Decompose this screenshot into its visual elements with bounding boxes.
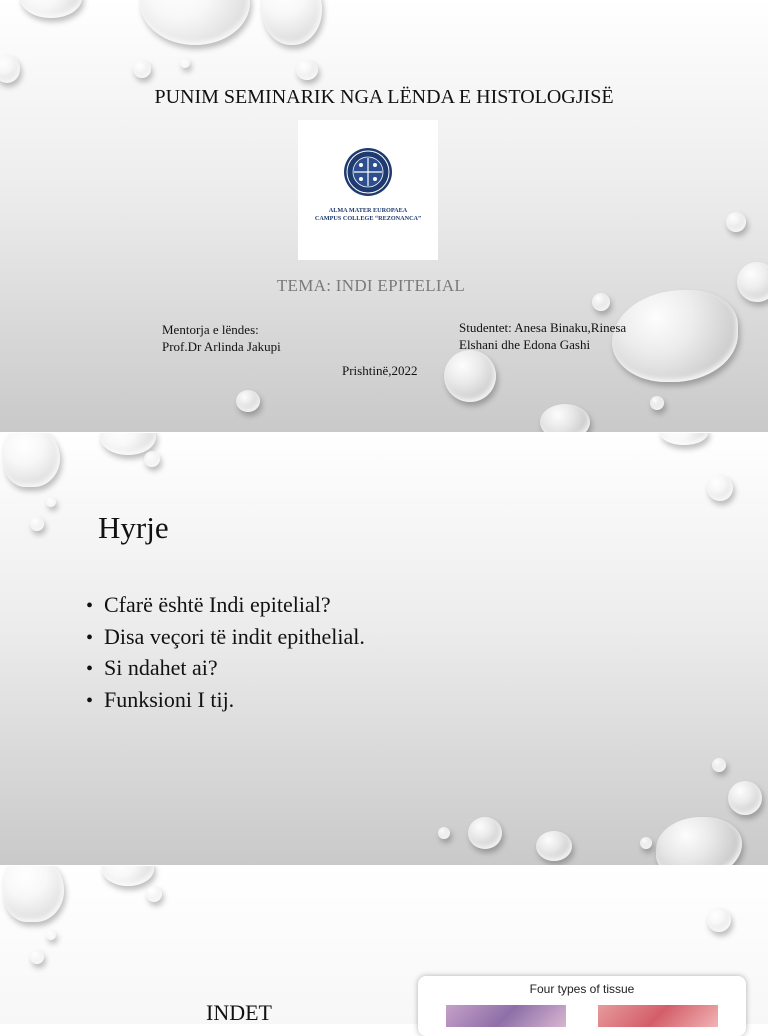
tissue-image-title: Four types of tissue: [529, 982, 635, 996]
topic-title: TEMA: INDI EPITELIAL: [276, 276, 466, 295]
list-item: • Si ndahet ai?: [86, 653, 365, 685]
bullet-list: [86, 590, 365, 716]
college-logo: [298, 120, 438, 260]
list-item: • Disa veçori të indit epithelial.: [86, 622, 365, 654]
students-line1: Studentet: Anesa Binaku,Rinesa: [459, 320, 627, 335]
seal-icon: [298, 120, 438, 260]
mentor-name: Prof.Dr Arlinda Jakupi: [162, 339, 281, 354]
logo-line1: ALMA MATER EUROPAEA: [328, 207, 408, 214]
logo-line2: CAMPUS COLLEGE “REZONANCA”: [314, 215, 422, 222]
students-line2: Elshani dhe Edona Gashi: [459, 337, 591, 352]
place-date: Prishtinë,2022: [342, 363, 418, 378]
presentation-title: PUNIM SEMINARIK NGA LËNDA E HISTOLOGJISË: [154, 86, 614, 108]
mentor-label: Mentorja e lëndes:: [162, 322, 259, 337]
list-item: • Cfarë është Indi epitelial?: [86, 590, 365, 622]
slide-heading: INDET: [206, 1000, 272, 1025]
slide-heading: Hyrje: [98, 510, 169, 545]
list-item: • Funksioni I tij.: [86, 685, 365, 717]
